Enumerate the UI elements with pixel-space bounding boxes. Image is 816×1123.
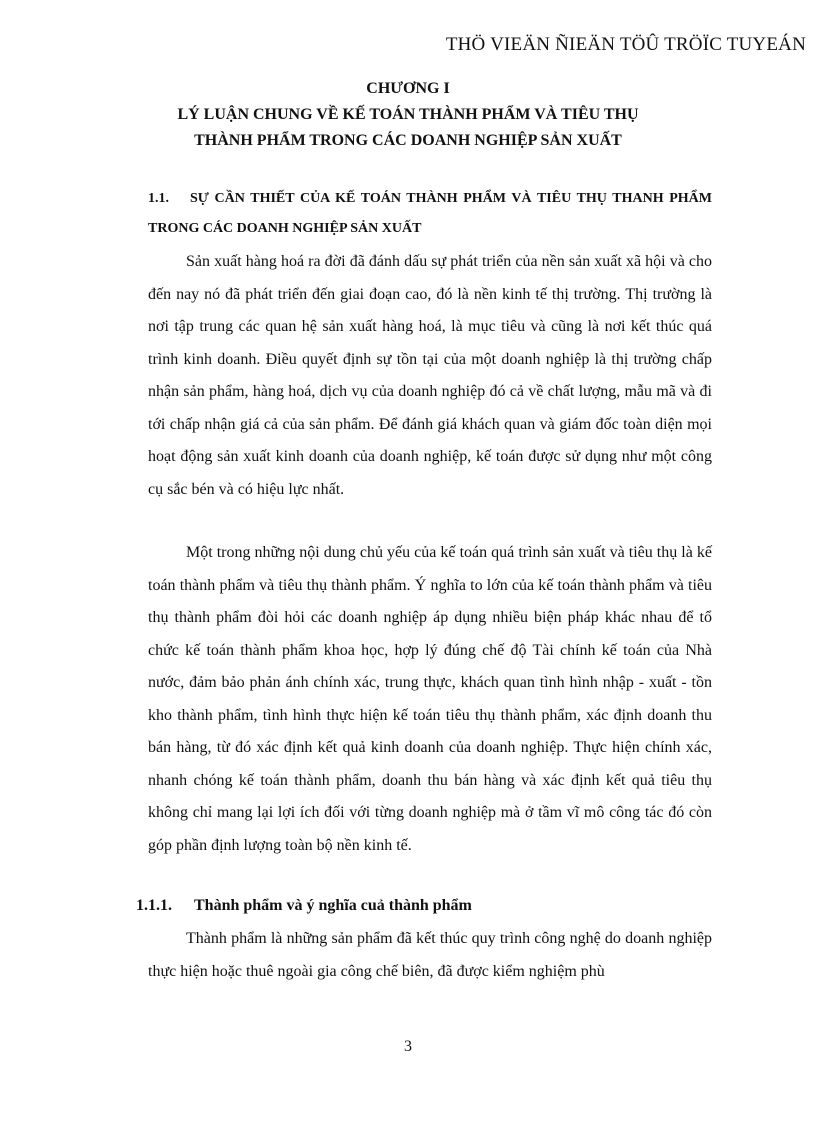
library-watermark: THÖ VIEÄN ÑIEÄN TÖÛ TRÖÏC TUYEÁN	[445, 34, 806, 55]
chapter-title-line-1: LÝ LUẬN CHUNG VỀ KẾ TOÁN THÀNH PHẨM VÀ TIÊU THỤ	[177, 106, 639, 123]
chapter-title-block	[0, 76, 816, 154]
paragraph-block-1	[148, 246, 712, 506]
subsection-number: 1.1.1.	[136, 897, 172, 914]
section-heading	[148, 184, 712, 244]
section-title: SỰ CẦN THIẾT CỦA KẾ TOÁN THÀNH PHẨM VÀ TIÊU THỤ THANH PHẨM TRONG CÁC DOANH NGHIỆP SẢN XUẤT	[148, 191, 712, 236]
paragraph: Sản xuất hàng hoá ra đời đã đánh dấu sự phát triển của nền sản xuất xã hội và cho đến nay nó đã phát triển đến giai đoạn cao, đó là nền kinh tế thị trường. Thị trường là nơi tập trung các quan hệ sản xuất hàng hoá, là mục tiêu và cũng là nơi kết thúc quá trình kinh doanh. Điều quyết định sự tồn tại của một doanh nghiệp là thị trường chấp nhận sản phẩm, hàng hoá, dịch vụ của doanh nghiệp đó cả về chất lượng, mẫu mã và đi tới chấp nhận giá cả của sản phẩm. Để đánh giá khách quan và giám đốc toàn diện mọi hoạt động sản xuất kinh doanh của doanh nghiệp, kế toán được sử dụng như một công cụ sắc bén và có hiệu lực nhất.	[148, 253, 712, 498]
subsection-heading	[136, 891, 716, 921]
subsection-title: Thành phẩm và ý nghĩa cuả thành phẩm	[194, 897, 472, 914]
paragraph: Thành phẩm là những sản phẩm đã kết thúc quy trình công nghệ do doanh nghiệp thực hiện hoặc thuê ngoài gia công chế biên, đã được kiểm nghiệm phù	[148, 930, 712, 980]
chapter-title-line-2: THÀNH PHẨM TRONG CÁC DOANH NGHIỆP SẢN XUẤT	[194, 132, 622, 149]
chapter-label: CHƯƠNG I	[366, 80, 450, 97]
section-number: 1.1.	[148, 191, 169, 206]
paragraph-block-3	[148, 923, 712, 988]
page-number: 3	[404, 1038, 412, 1055]
paragraph: Một trong những nội dung chủ yếu của kế toán quá trình sản xuất và tiêu thụ là kế toán thành phẩm và tiêu thụ thành phẩm. Ý nghĩa to lớn của kế toán thành phẩm và tiêu thụ thành phẩm đòi hỏi các doanh nghiệp áp dụng nhiều biện pháp khác nhau để tổ chức kế toán thành phẩm khoa học, hợp lý đúng chế độ Tài chính kế toán của Nhà nước, đảm bảo phản ánh chính xác, trung thực, khách quan tình hình nhập - xuất - tồn kho thành phẩm, tình hình thực hiện kế toán tiêu thụ thành phẩm, xác định doanh thu bán hàng, từ đó xác định kết quả kinh doanh của doanh nghiệp. Thực hiện chính xác, nhanh chóng kế toán thành phẩm, doanh thu bán hàng và xác định kết quả tiêu thụ không chỉ mang lại lợi ích đối với từng doanh nghiệp mà ở tầm vĩ mô công tác đó còn góp phần định lượng toàn bộ nền kinh tế.	[148, 544, 712, 854]
paragraph-block-2	[148, 537, 712, 862]
